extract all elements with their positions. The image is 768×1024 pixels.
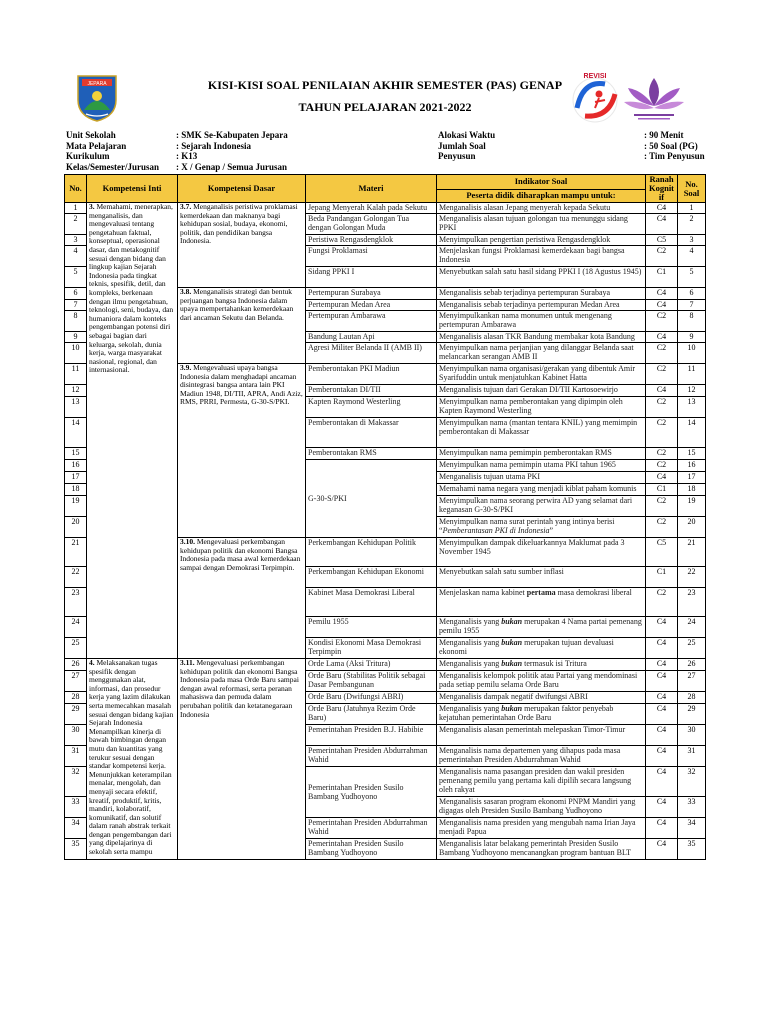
materi-cell: Pemerintahan Presiden Susilo Bambang Yudhoyono — [306, 767, 437, 818]
no-soal-cell: 29 — [678, 704, 706, 725]
block-number: 3.8. — [180, 287, 192, 296]
ranah-kognitif-cell: C4 — [646, 746, 678, 767]
no-soal-cell: 7 — [678, 300, 706, 311]
row-number: 16 — [65, 460, 87, 472]
lotus-logo-icon — [620, 72, 688, 124]
no-soal-cell: 12 — [678, 385, 706, 397]
materi-cell: Pertempuran Ambarawa — [306, 311, 437, 332]
header-kompetensi-dasar: Kompetensi Dasar — [178, 175, 306, 203]
ranah-kognitif-cell: C2 — [646, 496, 678, 517]
materi-cell: Orde Baru (Dwifungsi ABRI) — [306, 692, 437, 704]
ranah-kognitif-cell: C4 — [646, 659, 678, 671]
block-text: Mengevaluasi perkembangan kehidupan politik dan ekonomi Bangsa Indonesia pada masa awal kemerdekaan sampai dengan Demokrasi Terpimpin. — [180, 537, 301, 572]
no-soal-cell: 17 — [678, 472, 706, 484]
kompetensi-dasar-cell — [178, 659, 306, 860]
materi-cell: Pemberontakan DI/TII — [306, 385, 437, 397]
ranah-kognitif-cell: C4 — [646, 288, 678, 300]
indikator-cell: Menyimpulkan nama surat perintah yang intinya berisi “Pemberantasan PKI di Indonesia” — [437, 517, 646, 538]
document-title: KISI-KISI SOAL PENILAIAN AKHIR SEMESTER (PAS) GENAP — [207, 78, 563, 92]
info-value: : Tim Penyusun — [644, 151, 705, 161]
indikator-cell: Menganalisis tujuan dari Gerakan DI/TII Kartosoewirjo — [437, 385, 646, 397]
kompetensi-inti-cell — [87, 659, 178, 860]
row-number: 14 — [65, 418, 87, 448]
materi-cell: Pertempuran Medan Area — [306, 300, 437, 311]
no-soal-cell: 14 — [678, 418, 706, 448]
ranah-kognitif-cell: C4 — [646, 704, 678, 725]
row-number: 28 — [65, 692, 87, 704]
row-number: 27 — [65, 671, 87, 692]
materi-cell: Perkembangan Kehidupan Politik — [306, 538, 437, 567]
materi-cell: Kapten Raymond Westerling — [306, 397, 437, 418]
indikator-cell: Menganalisis nama pasangan presiden dan wakil presiden pemenang pemilu yang pertama kali dipilih secara langsung oleh rakyat — [437, 767, 646, 797]
no-soal-cell: 15 — [678, 448, 706, 460]
row-number: 32 — [65, 767, 87, 797]
ranah-kognitif-cell: C4 — [646, 692, 678, 704]
row-number: 19 — [65, 496, 87, 517]
info-left-labels — [66, 130, 159, 172]
no-soal-cell: 16 — [678, 460, 706, 472]
row-number: 33 — [65, 797, 87, 818]
row-number: 9 — [65, 332, 87, 343]
ranah-kognitif-cell: C2 — [646, 397, 678, 418]
ranah-kognitif-cell: C4 — [646, 385, 678, 397]
no-soal-cell: 10 — [678, 343, 706, 364]
row-number: 2 — [65, 214, 87, 235]
indikator-cell: Menyebutkan salah satu sumber inflasi — [437, 567, 646, 588]
info-value: : SMK Se-Kabupaten Jepara — [176, 130, 288, 140]
no-soal-cell: 8 — [678, 311, 706, 332]
jepara-logo-icon — [76, 70, 118, 122]
indikator-cell: Menganalisis sebab terjadinya pertempuran Surabaya — [437, 288, 646, 300]
header-ranah-kognitif: Ranah Kognitif — [646, 175, 678, 203]
no-soal-cell: 13 — [678, 397, 706, 418]
row-number: 7 — [65, 300, 87, 311]
ranah-kognitif-cell: C4 — [646, 332, 678, 343]
info-right-labels — [438, 130, 495, 162]
no-soal-cell: 31 — [678, 746, 706, 767]
table-row — [65, 659, 706, 671]
indikator-cell: Menganalisis nama departemen yang dihapus pada masa pemerintahan Presiden Abdurrahman Wahid — [437, 746, 646, 767]
ranah-kognitif-cell: C2 — [646, 343, 678, 364]
ranah-kognitif-cell: C4 — [646, 839, 678, 860]
row-number: 22 — [65, 567, 87, 588]
indikator-cell: Menganalisis sasaran program ekonomi PNPM Mandiri yang digagas oleh Presiden Susilo Bambang Yudhoyono — [437, 797, 646, 818]
materi-cell: G-30-S/PKI — [306, 460, 437, 538]
indikator-cell: Menganalisis alasan Jepang menyerah kepada Sekutu — [437, 203, 646, 214]
indikator-cell: Menganalisis kelompok politik atau Partai yang mendominasi pada setiap pemilu selama Orde Baru — [437, 671, 646, 692]
info-value: : Sejarah Indonesia — [176, 140, 252, 151]
materi-cell: Jepang Menyerah Kalah pada Sekutu — [306, 203, 437, 214]
block-number: 4. — [89, 658, 95, 667]
kompetensi-dasar-cell — [178, 364, 306, 538]
row-number: 18 — [65, 484, 87, 496]
materi-cell: Perkembangan Kehidupan Ekonomi — [306, 567, 437, 588]
ranah-kognitif-cell: C4 — [646, 767, 678, 797]
info-label: Unit Sekolah — [66, 130, 116, 140]
no-soal-cell: 35 — [678, 839, 706, 860]
no-soal-cell: 25 — [678, 638, 706, 659]
ranah-kognitif-cell: C2 — [646, 418, 678, 448]
no-soal-cell: 2 — [678, 214, 706, 235]
ranah-kognitif-cell: C4 — [646, 300, 678, 311]
row-number: 20 — [65, 517, 87, 538]
indikator-cell: Menganalisis alasan tujuan golongan tua menunggu sidang PPKI — [437, 214, 646, 235]
no-soal-cell: 34 — [678, 818, 706, 839]
indikator-cell: Menyimpulkan nama perjanjian yang dilanggar Belanda saat melancarkan serangan AMB II — [437, 343, 646, 364]
row-number: 4 — [65, 246, 87, 267]
row-number: 10 — [65, 343, 87, 364]
indikator-cell: Menjelaskan nama kabinet pertama masa demokrasi liberal — [437, 588, 646, 617]
logo-right-text: REVISI — [583, 73, 607, 80]
block-number: 3.11. — [180, 658, 195, 667]
no-soal-cell: 19 — [678, 496, 706, 517]
no-soal-cell: 22 — [678, 567, 706, 588]
info-label: Jumlah Soal — [438, 140, 486, 151]
header-indikator: Indikator Soal — [437, 175, 646, 190]
info-value: : X / Genap / Semua Jurusan — [176, 161, 288, 172]
no-soal-cell: 5 — [678, 267, 706, 288]
ranah-kognitif-cell: C2 — [646, 517, 678, 538]
ranah-kognitif-cell: C1 — [646, 484, 678, 496]
no-soal-cell: 27 — [678, 671, 706, 692]
materi-cell: Orde Lama (Aksi Tritura) — [306, 659, 437, 671]
block-number: 3.7. — [180, 202, 192, 211]
indikator-cell: Menganalisis latar belakang pemerintah Presiden Susilo Bambang Yudhoyono mencanangkan program bantuan BLT — [437, 839, 646, 860]
indikator-cell: Menyimpulkan pengertian peristiwa Rengasdengklok — [437, 235, 646, 246]
info-value: : K13 — [176, 151, 198, 161]
materi-cell: Pemberontakan di Makassar — [306, 418, 437, 448]
header-materi: Materi — [306, 175, 437, 203]
ranah-kognitif-cell: C2 — [646, 460, 678, 472]
kompetensi-dasar-cell — [178, 288, 306, 364]
ranah-kognitif-cell: C4 — [646, 638, 678, 659]
info-label: Penyusun — [438, 151, 476, 161]
indikator-cell: Menganalisis yang bukan termasuk isi Tritura — [437, 659, 646, 671]
indikator-cell: Menganalisis nama presiden yang mengubah nama Irian Jaya menjadi Papua — [437, 818, 646, 839]
block-text: Menganalisis peristiwa proklamasi kemerdekaan dan maknanya bagi kehidupan sosial, budaya, ekonomi, politik, dan pendidikan bangsa Indonesia. — [180, 202, 298, 246]
indikator-cell: Menyebutkan salah satu hasil sidang PPKI I (18 Agustus 1945) — [437, 267, 646, 288]
materi-cell: Pertempuran Surabaya — [306, 288, 437, 300]
materi-cell: Peristiwa Rengasdengklok — [306, 235, 437, 246]
ranah-kognitif-cell: C1 — [646, 267, 678, 288]
block-text: Menganalisis strategi dan bentuk perjuangan bangsa Indonesia dalam upaya mempertahankan kemerdekaan dari ancaman Sekutu dan Belanda. — [180, 287, 294, 322]
no-soal-cell: 3 — [678, 235, 706, 246]
indikator-cell: Menyimpulkan nama pemimpin utama PKI tahun 1965 — [437, 460, 646, 472]
row-number: 30 — [65, 725, 87, 746]
header-indikator-sub: Peserta didik diharapkan mampu untuk: — [437, 189, 646, 202]
kisi-kisi-table — [64, 174, 706, 860]
row-number: 3 — [65, 235, 87, 246]
block-text: Mengevaluasi upaya bangsa Indonesia dalam menghadapi ancaman disintegrasi bangsa antara lain PKI Madiun 1948, DI/TII, APRA, Andi Aziz, RMS, PRRI, Permesta, G-30-S/PKI. — [180, 363, 303, 407]
block-number: 3. — [89, 202, 95, 211]
row-number: 1 — [65, 203, 87, 214]
ranah-kognitif-cell: C4 — [646, 818, 678, 839]
table-row — [65, 203, 706, 214]
no-soal-cell: 11 — [678, 364, 706, 385]
materi-cell: Pemberontakan PKI Madiun — [306, 364, 437, 385]
materi-cell: Orde Baru (Stabilitas Politik sebagai Dasar Pembangunan — [306, 671, 437, 692]
no-soal-cell: 18 — [678, 484, 706, 496]
materi-cell: Agresi Militer Belanda II (AMB II) — [306, 343, 437, 364]
block-number: 3.9. — [180, 363, 192, 372]
ranah-kognitif-cell: C5 — [646, 538, 678, 567]
row-number: 12 — [65, 385, 87, 397]
row-number: 13 — [65, 397, 87, 418]
materi-cell: Bandung Lautan Api — [306, 332, 437, 343]
indikator-cell: Memahami nama negara yang menjadi kiblat paham komunis — [437, 484, 646, 496]
no-soal-cell: 9 — [678, 332, 706, 343]
ranah-kognitif-cell: C2 — [646, 246, 678, 267]
ranah-kognitif-cell: C4 — [646, 671, 678, 692]
materi-cell: Pemerintahan Presiden Susilo Bambang Yudhoyono — [306, 839, 437, 860]
no-soal-cell: 6 — [678, 288, 706, 300]
materi-cell: Kondisi Ekonomi Masa Demokrasi Terpimpin — [306, 638, 437, 659]
header-kompetensi-inti: Kompetensi Inti — [87, 175, 178, 203]
row-number: 25 — [65, 638, 87, 659]
kompetensi-inti-cell — [87, 203, 178, 659]
kompetensi-dasar-cell — [178, 538, 306, 659]
no-soal-cell: 23 — [678, 588, 706, 617]
row-number: 23 — [65, 588, 87, 617]
block-text: Melaksanakan tugas spesifik dengan menggunakan alat, informasi, dan prosedur kerja yang lazim dilakukan serta memecahkan masalah sesuai dengan bidang kajian Sejarah Indonesia Menampilkan kinerja di bawah bimbingan dengan mutu dan kuantitas yang terukur sesuai dengan standar kompetensi kerja. Menunjukkan keterampilan menalar, mengolah, dan menyaji secara efektif, kreatif, produktif, kritis, mandiri, kolaboratif, komunikatif, dan solutif dalam ranah abstrak terkait dengan pengembangan dari yang dipelajarinya di sekolah serta mampu — [89, 658, 174, 857]
materi-cell: Sidang PPKI I — [306, 267, 437, 288]
indikator-cell: Menyimpulkankan nama monumen untuk mengenang pertempuran Ambarawa — [437, 311, 646, 332]
row-number: 26 — [65, 659, 87, 671]
materi-cell: Beda Pandangan Golongan Tua dengan Golongan Muda — [306, 214, 437, 235]
ranah-kognitif-cell: C2 — [646, 311, 678, 332]
ranah-kognitif-cell: C5 — [646, 235, 678, 246]
info-label: Kurikulum — [66, 151, 110, 161]
indikator-cell: Menganalisis dampak negatif dwifungsi ABRI — [437, 692, 646, 704]
indikator-cell: Menyimpulkan nama (mantan tentara KNIL) yang memimpin pemberontakan di Makassar — [437, 418, 646, 448]
no-soal-cell: 20 — [678, 517, 706, 538]
indikator-cell: Menganalisis alasan pemerintah melepaskan Timor-Timur — [437, 725, 646, 746]
materi-cell: Fungsi Proklamasi — [306, 246, 437, 267]
no-soal-cell: 26 — [678, 659, 706, 671]
ranah-kognitif-cell: C2 — [646, 588, 678, 617]
indikator-cell: Menyimpulkan nama pemberontakan yang dipimpin oleh Kapten Raymond Westerling — [437, 397, 646, 418]
indikator-cell: Menyimpulkan nama seorang perwira AD yang selamat dari keganasan G-30-S/PKI — [437, 496, 646, 517]
revisi-logo-icon — [565, 70, 625, 125]
info-right-values — [644, 130, 705, 162]
indikator-cell: Menganalisis yang bukan merupakan tujuan devaluasi ekonomi — [437, 638, 646, 659]
row-number: 15 — [65, 448, 87, 460]
row-number: 31 — [65, 746, 87, 767]
ranah-kognitif-cell: C4 — [646, 797, 678, 818]
kompetensi-dasar-cell — [178, 203, 306, 288]
row-number: 8 — [65, 311, 87, 332]
info-left-values — [176, 130, 288, 172]
row-number: 24 — [65, 617, 87, 638]
materi-cell: Pemberontakan RMS — [306, 448, 437, 460]
materi-cell: Pemerintahan Presiden Abdurrahman Wahid — [306, 818, 437, 839]
indikator-cell: Menyimpulkan nama pemimpin pemberontakan RMS — [437, 448, 646, 460]
logo-left-text: JEPARA — [87, 81, 107, 87]
ranah-kognitif-cell: C2 — [646, 448, 678, 460]
header-no-soal: No. Soal — [678, 175, 706, 203]
block-text: Memahami, menerapkan, menganalisis, dan mengevaluasi tentang pengetahuan faktual, konseptual, operasional dasar, dan metakognitif sesuai dengan bidang dan lingkup kajian Sejarah Indonesia pada tingkat teknis, spesifik, detil, dan kompleks, berkenaan dengan ilmu pengetahuan, teknologi, seni, budaya, dan humaniora dalam konteks pengembangan potensi diri sebagai bagian dari keluarga, sekolah, dunia kerja, warga masyarakat nasional, regional, dan internasional. — [89, 202, 174, 375]
row-number: 29 — [65, 704, 87, 725]
materi-cell: Orde Baru (Jatuhnya Rezim Orde Baru) — [306, 704, 437, 725]
indikator-cell: Menganalisis alasan TKR Bandung membakar kota Bandung — [437, 332, 646, 343]
row-number: 21 — [65, 538, 87, 567]
indikator-cell: Menganalisis yang bukan merupakan faktor penyebab kejatuhan pemerintahan Orde Baru — [437, 704, 646, 725]
materi-cell: Pemerintahan Presiden B.J. Habibie — [306, 725, 437, 746]
no-soal-cell: 4 — [678, 246, 706, 267]
header-no: No. — [65, 175, 87, 203]
info-label: Mata Pelajaran — [66, 140, 127, 151]
info-value: : 50 Soal (PG) — [644, 140, 698, 151]
row-number: 5 — [65, 267, 87, 288]
indikator-cell: Menganalisis yang bukan merupakan 4 Nama partai pemenang pemilu 1955 — [437, 617, 646, 638]
block-number: 3.10. — [180, 537, 195, 546]
block-text: Mengevaluasi perkembangan kehidupan politik dan ekonomi Bangsa Indonesia pada masa Orde Baru sampai dengan awal reformasi, serta peranan mahasiswa dan pemuda dalam perubahan politik dan ketatanegaraan Indonesia — [180, 658, 299, 719]
no-soal-cell: 28 — [678, 692, 706, 704]
ranah-kognitif-cell: C2 — [646, 364, 678, 385]
indikator-cell: Menganalisis sebab terjadinya pertempuran Medan Area — [437, 300, 646, 311]
indikator-cell: Menyimpulkan nama organisasi/gerakan yang dibentuk Amir Syarifuddin untuk menjatuhkan Kabinet Hatta — [437, 364, 646, 385]
no-soal-cell: 33 — [678, 797, 706, 818]
row-number: 17 — [65, 472, 87, 484]
ranah-kognitif-cell: C4 — [646, 214, 678, 235]
materi-cell: Pemilu 1955 — [306, 617, 437, 638]
ranah-kognitif-cell: C4 — [646, 725, 678, 746]
info-value: : 90 Menit — [644, 130, 684, 140]
academic-year: TAHUN PELAJARAN 2021-2022 — [298, 100, 472, 114]
indikator-cell: Menjelaskan fungsi Proklamasi kemerdekaan bagi bangsa Indonesia — [437, 246, 646, 267]
info-label: Alokasi Waktu — [438, 130, 496, 140]
info-label: Kelas/Semester/Jurusan — [66, 161, 159, 172]
ranah-kognitif-cell: C4 — [646, 617, 678, 638]
ranah-kognitif-cell: C4 — [646, 203, 678, 214]
no-soal-cell: 21 — [678, 538, 706, 567]
no-soal-cell: 30 — [678, 725, 706, 746]
row-number: 6 — [65, 288, 87, 300]
materi-cell: Pemerintahan Presiden Abdurrahman Wahid — [306, 746, 437, 767]
indikator-cell: Menganalisis tujuan utama PKI — [437, 472, 646, 484]
row-number: 35 — [65, 839, 87, 860]
row-number: 34 — [65, 818, 87, 839]
no-soal-cell: 32 — [678, 767, 706, 797]
row-number: 11 — [65, 364, 87, 385]
ranah-kognitif-cell: C1 — [646, 567, 678, 588]
ranah-kognitif-cell: C4 — [646, 472, 678, 484]
no-soal-cell: 24 — [678, 617, 706, 638]
indikator-cell: Menyimpulkan dampak dikeluarkannya Maklumat pada 3 November 1945 — [437, 538, 646, 567]
materi-cell: Kabinet Masa Demokrasi Liberal — [306, 588, 437, 617]
no-soal-cell: 1 — [678, 203, 706, 214]
